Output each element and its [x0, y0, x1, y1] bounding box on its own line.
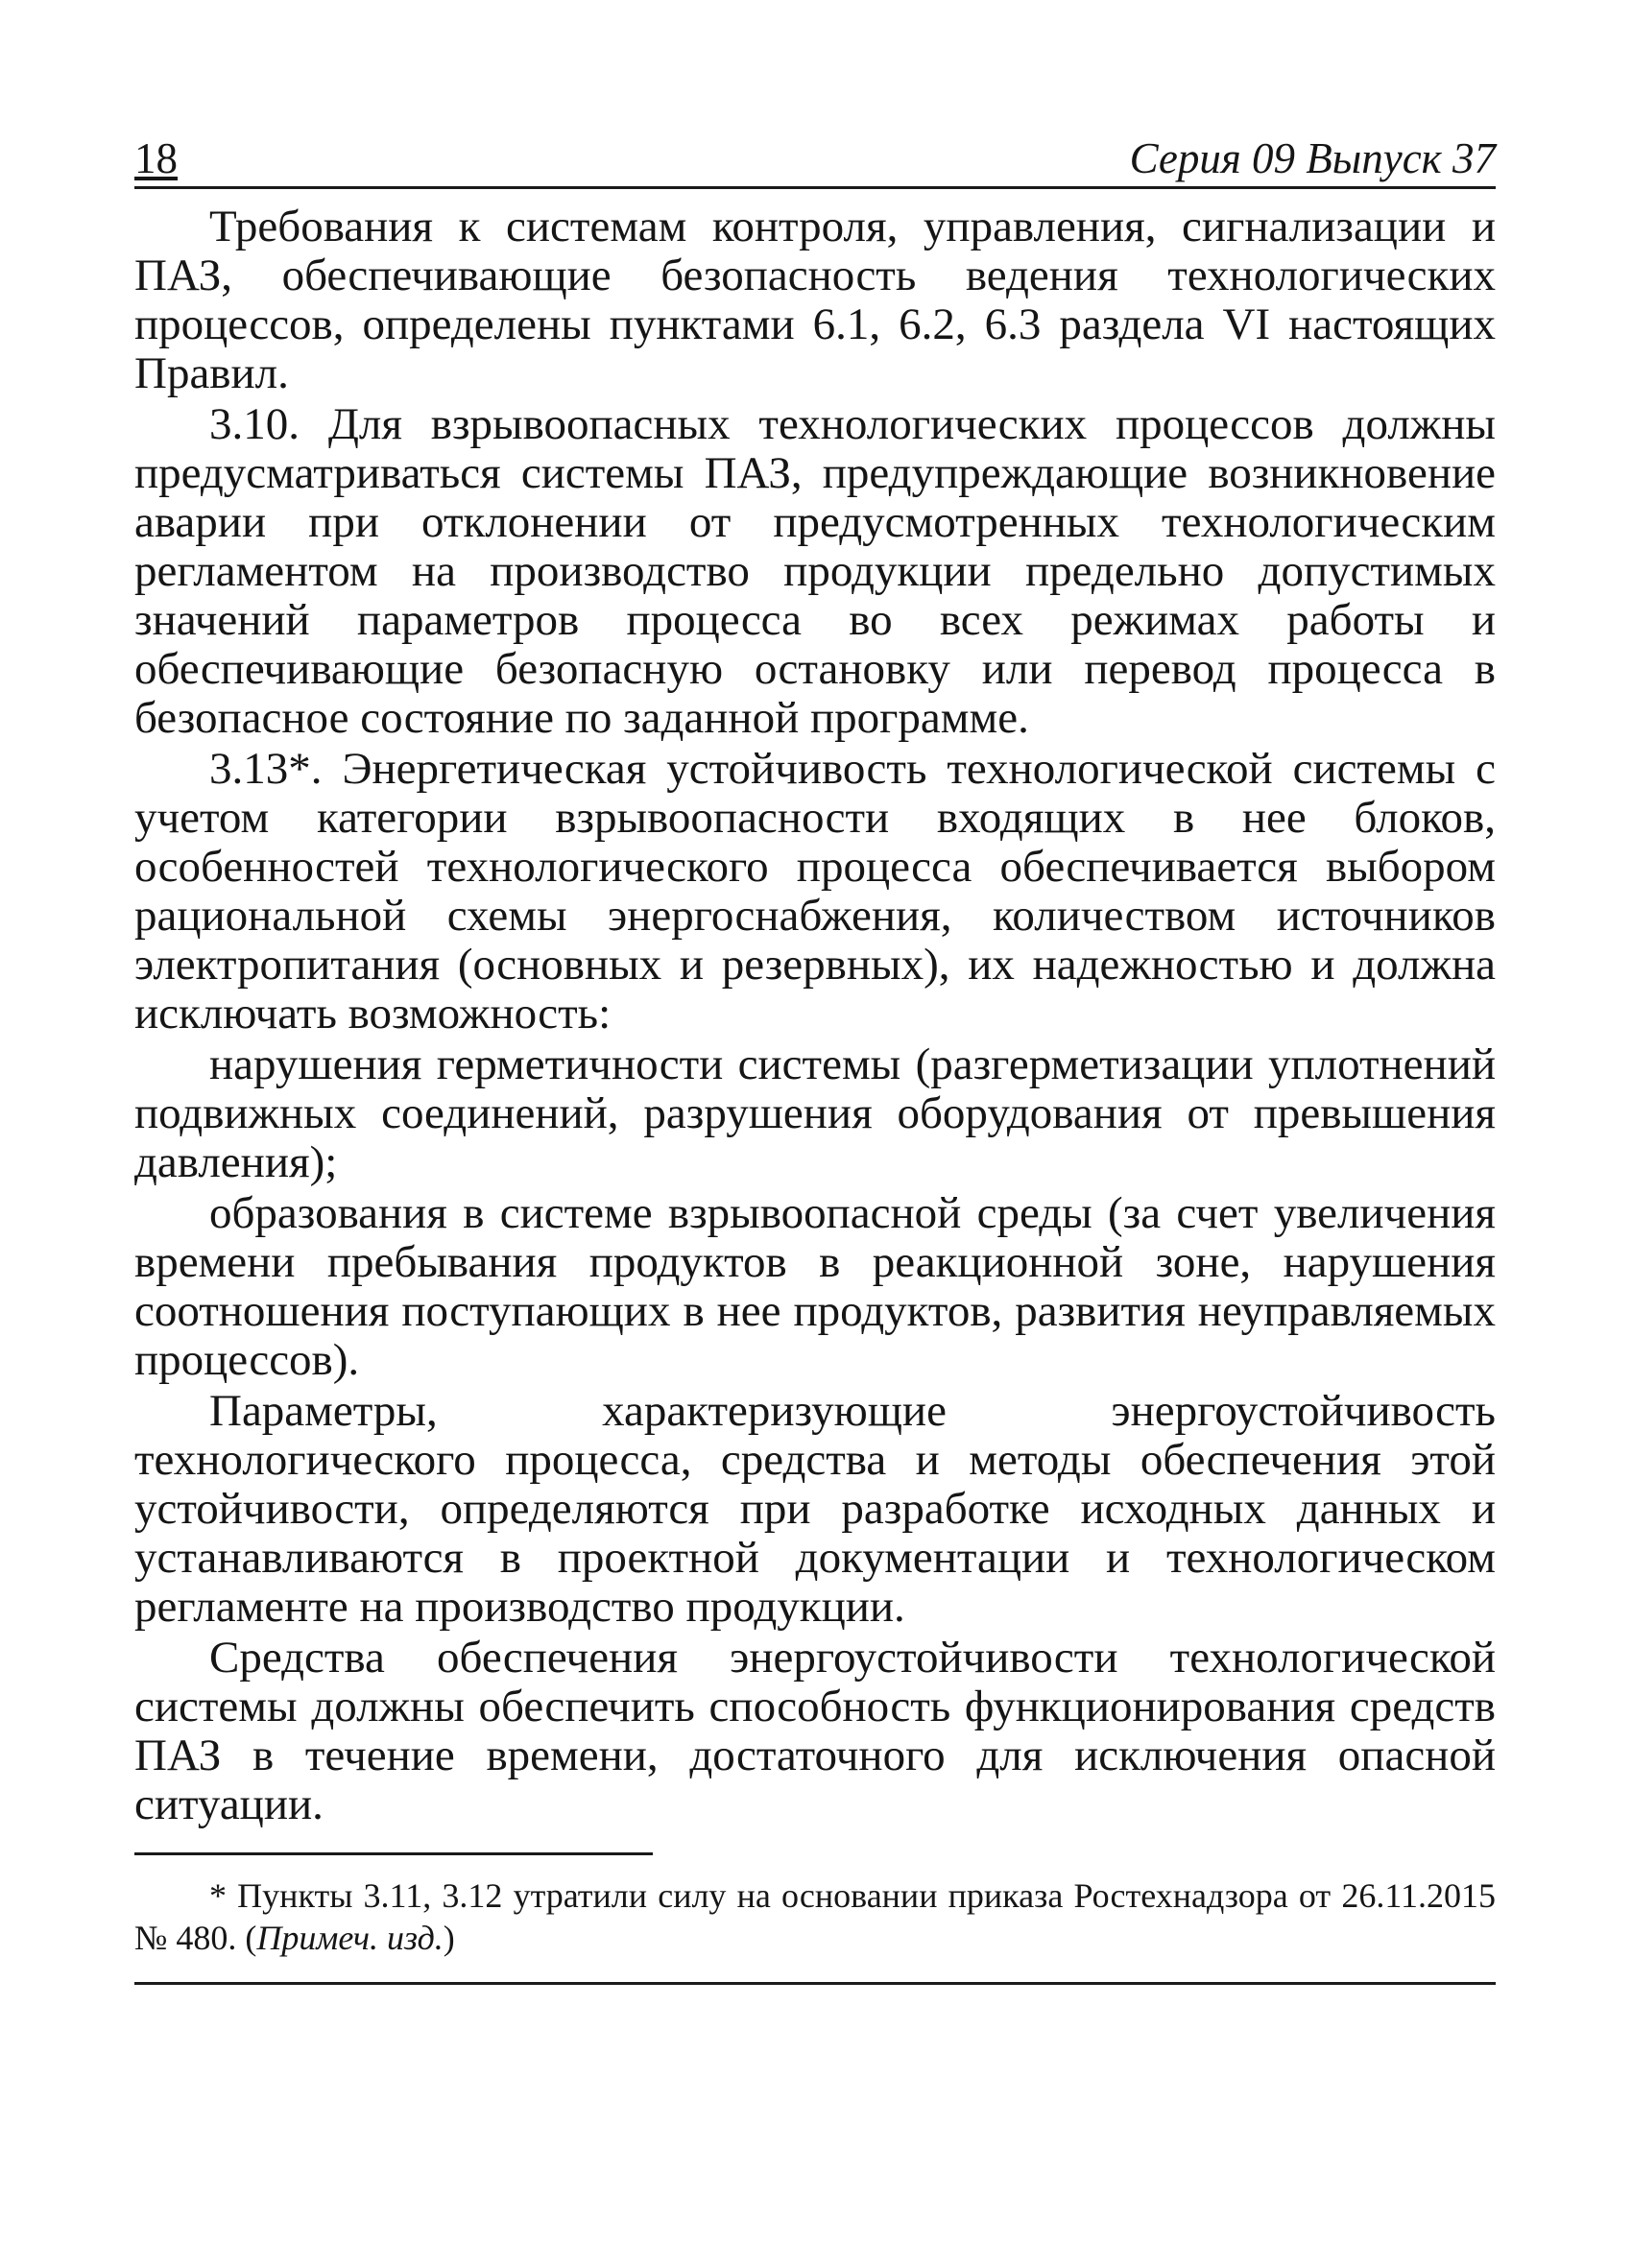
footnote	[134, 1874, 1496, 1959]
running-head: Серия 09 Выпуск 37	[1129, 134, 1496, 182]
footnote-divider	[134, 1852, 653, 1855]
page-number: 18	[134, 134, 178, 182]
bottom-divider	[134, 1982, 1496, 1985]
paragraph-3-10: 3.10. Для взрывоопасных технологических процессов должны предусматриваться системы ПАЗ, предупреждающие возникновение аварии при отклонении от предусмотренных технологическим регламентом на производство продукции предельно допустимых значений параметров процесса во всех режимах работы и обеспечивающие безопасную остановку или перевод процесса в безопасное состояние по заданной программе.	[134, 399, 1496, 743]
paragraph-3-13: 3.13*. Энергетическая устойчивость технологической системы с учетом категории взрывоопасности входящих в нее блоков, особенностей технологического процесса обеспечивается выбором рациональной схемы энергоснабжения, количеством источников электропитания (основных и резервных), их надежностью и должна исключать возможность:	[134, 744, 1496, 1039]
footnote-note-label: Примеч. изд.	[256, 1919, 444, 1957]
footnote-text: * Пункты 3.11, 3.12 утратили силу на основании приказа Ростехнадзора от 26.11.2015 № 480. (	[134, 1876, 1496, 1957]
paragraph-list-item-2: образования в системе взрывоопасной среды (за счет увеличения времени пребывания продуктов в реакционной зоне, нарушения соотношения поступающих в нее продуктов, развития неуправляемых процессов).	[134, 1188, 1496, 1385]
body-text	[134, 203, 1496, 1829]
page-header	[134, 113, 1496, 189]
paragraph-parameters: Параметры, характеризующие энергоустойчивость технологического процесса, средства и методы обеспечения этой устойчивости, определяются при разработке исходных данных и устанавливаются в проектной документации и технологическом регламенте на производство продукции.	[134, 1386, 1496, 1632]
paragraph-energy-stability-means: Средства обеспечения энергоустойчивости технологической системы должны обеспечить способность функционирования средств ПАЗ в течение времени, достаточного для исключения опасной ситуации.	[134, 1633, 1496, 1829]
document-page	[134, 113, 1496, 1985]
paragraph-list-item-1: нарушения герметичности системы (разгерметизации уплотнений подвижных соединений, разрушения оборудования от превышения давления);	[134, 1039, 1496, 1187]
paragraph-paz-requirements: Требования к системам контроля, управления, сигнализации и ПАЗ, обеспечивающие безопасность ведения технологических процессов, определены пунктами 6.1, 6.2, 6.3 раздела VI настоящих Правил.	[134, 202, 1496, 398]
footnote-closing: )	[443, 1919, 455, 1957]
